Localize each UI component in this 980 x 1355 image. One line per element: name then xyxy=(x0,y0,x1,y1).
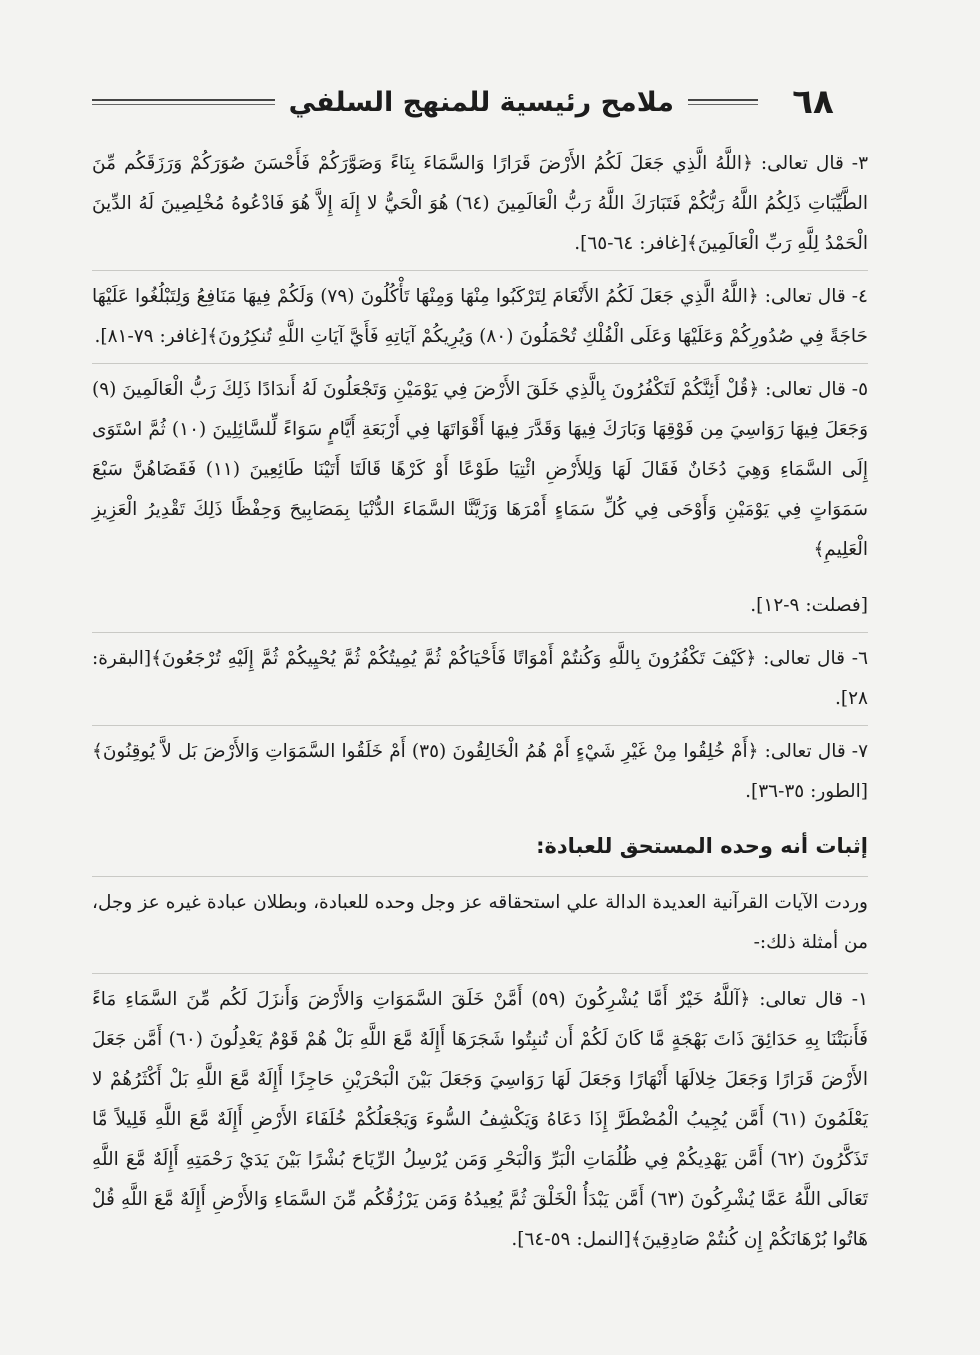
section-intro: وردت الآيات القرآنية العديدة الدالة علي استحقاقه عز وجل وحده للعبادة، وبطلان عبادة غيره عز وجل، من أمثلة ذلك:- xyxy=(92,892,868,953)
page-header xyxy=(92,70,868,134)
separator xyxy=(92,973,868,974)
separator xyxy=(92,363,868,364)
verse-item-5-citation: [فصلت: ٩-١٢]. xyxy=(750,595,868,616)
page-number: ٦٨ xyxy=(792,82,834,122)
verse-item-4: ٤- قال تعالى: ﴿اللَّهُ الَّذِي جَعَلَ لَكُمُ الأَنْعَامَ لِتَرْكَبُوا مِنْهَا وَمِنْهَا تَأْكُلُونَ (٧٩) وَلَكُمْ فِيهَا مَنَافِعُ وَلِتَبْلُغُوا عَلَيْهَا حَاجَةً فِي صُدُورِكُمْ وَعَلَيْهَا وَعَلَى الْفُلْكِ تُحْمَلُونَ (٨٠) وَيُرِيكُمْ آيَاتِهِ فَأَيَّ آيَاتِ اللَّهِ تُنكِرُونَ﴾[غافر: ٧٩-٨١]. xyxy=(92,286,868,347)
separator xyxy=(92,876,868,877)
separator xyxy=(92,632,868,633)
running-title-text: ملامح رئيسية للمنهج السلفي xyxy=(288,86,674,118)
verse-item-3: ٣- قال تعالى: ﴿اللَّهُ الَّذِي جَعَلَ لَكُمُ الأَرْضَ قَرَارًا وَالسَّمَاءَ بِنَاءً وَصَوَّرَكُمْ فَأَحْسَنَ صُوَرَكُمْ وَرَزَقَكُم مِّنَ الطَّيِّبَاتِ ذَلِكُمُ اللَّهُ رَبُّكُمْ فَتَبَارَكَ اللَّهُ رَبُّ الْعَالَمِينَ (٦٤) هُوَ الْحَيُّ لا إِلَهَ إِلاَّ هُوَ فَادْعُوهُ مُخْلِصِينَ لَهُ الدِّينَ الْحَمْدُ لِلَّهِ رَبِّ الْعَالَمِينَ﴾[غافر: ٦٤-٦٥]. xyxy=(92,153,868,254)
separator xyxy=(92,270,868,271)
header-rule-right xyxy=(688,99,758,105)
running-title xyxy=(92,87,758,118)
verse-item-6: ٦- قال تعالى: ﴿كَيْفَ تَكْفُرُونَ بِاللَّهِ وَكُنتُمْ أَمْوَاتًا فَأَحْيَاكُمْ ثُمَّ يُمِيتُكُمْ ثُمَّ يُحْيِيكُمْ ثُمَّ إِلَيْهِ تُرْجَعُونَ﴾[البقرة: ٢٨]. xyxy=(92,648,868,709)
verse-item-7: ٧- قال تعالى: ﴿أَمْ خُلِقُوا مِنْ غَيْرِ شَيْءٍ أَمْ هُمُ الْخَالِقُونَ (٣٥) أَمْ خَلَقُوا السَّمَوَاتِ وَالأَرْضَ بَل لاَّ يُوقِنُونَ﴾[الطور: ٣٥-٣٦]. xyxy=(92,741,868,802)
separator xyxy=(92,725,868,726)
header-rule-left xyxy=(92,99,275,105)
section-heading: إثبات أنه وحده المستحق للعبادة: xyxy=(536,834,868,858)
verse-item-5: ٥- قال تعالى: ﴿قُلْ أَئِنَّكُمْ لَتَكْفُرُونَ بِالَّذِي خَلَقَ الأَرْضَ فِي يَوْمَيْنِ وَتَجْعَلُونَ لَهُ أَندَادًا ذَلِكَ رَبُّ الْعَالَمِينَ (٩) وَجَعَلَ فِيهَا رَوَاسِيَ مِن فَوْقِهَا وَبَارَكَ فِيهَا وَقَدَّرَ فِيهَا أَقْوَاتَهَا فِي أَرْبَعَةِ أَيَّامٍ سَوَاءً لِّلسَّائِلِينَ (١٠) ثُمَّ اسْتَوَى إِلَى السَّمَاءِ وَهِيَ دُخَانٌ فَقَالَ لَهَا وَلِلأَرْضِ ائْتِيَا طَوْعًا أَوْ كَرْهًا قَالَتَا أَتَيْنَا طَائِعِينَ (١١) فَقَضَاهُنَّ سَبْعَ سَمَوَاتٍ فِي يَوْمَيْنِ وَأَوْحَى فِي كُلِّ سَمَاءٍ أَمْرَهَا وَزَيَّنَّا السَّمَاءَ الدُّنْيَا بِمَصَابِيحَ وَحِفْظًا ذَلِكَ تَقْدِيرُ الْعَزِيزِ الْعَلِيمِ﴾ xyxy=(92,379,869,560)
section-verse-item-1: ١- قال تعالى: ﴿آللَّهُ خَيْرٌ أَمَّا يُشْرِكُونَ (٥٩) أَمَّنْ خَلَقَ السَّمَوَاتِ وَالأَرْضَ وَأَنزَلَ لَكُم مِّنَ السَّمَاءِ مَاءً فَأَنبَتْنَا بِهِ حَدَائِقَ ذَاتَ بَهْجَةٍ مَّا كَانَ لَكُمْ أَن تُنبِتُوا شَجَرَهَا أَإِلَهٌ مَّعَ اللَّهِ بَلْ هُمْ قَوْمٌ يَعْدِلُونَ (٦٠) أَمَّن جَعَلَ الأَرْضَ قَرَارًا وَجَعَلَ خِلالَهَا أَنْهَارًا وَجَعَلَ لَهَا رَوَاسِيَ وَجَعَلَ بَيْنَ الْبَحْرَيْنِ حَاجِزًا أَإِلَهٌ مَّعَ اللَّهِ بَلْ أَكْثَرُهُمْ لا يَعْلَمُونَ (٦١) أَمَّن يُجِيبُ الْمُضْطَرَّ إِذَا دَعَاهُ وَيَكْشِفُ السُّوءَ وَيَجْعَلُكُمْ خُلَفَاءَ الأَرْضِ أَإِلَهٌ مَّعَ اللَّهِ قَلِيلاً مَّا تَذَكَّرُونَ (٦٢) أَمَّن يَهْدِيكُمْ فِي ظُلُمَاتِ الْبَرِّ وَالْبَحْرِ وَمَن يُرْسِلُ الرِّيَاحَ بُشْرًا بَيْنَ يَدَيْ رَحْمَتِهِ أَإِلَهٌ مَّعَ اللَّهِ تَعَالَى اللَّهُ عَمَّا يُشْرِكُونَ (٦٣) أَمَّن يَبْدَأُ الْخَلْقَ ثُمَّ يُعِيدُهُ وَمَن يَرْزُقُكُم مِّنَ السَّمَاءِ وَالأَرْضِ أَإِلَهٌ مَّعَ اللَّهِ قُلْ هَاتُوا بُرْهَانَكُمْ إِن كُنتُمْ صَادِقِينَ﴾[النمل: ٥٩-٦٤]. xyxy=(92,989,868,1250)
